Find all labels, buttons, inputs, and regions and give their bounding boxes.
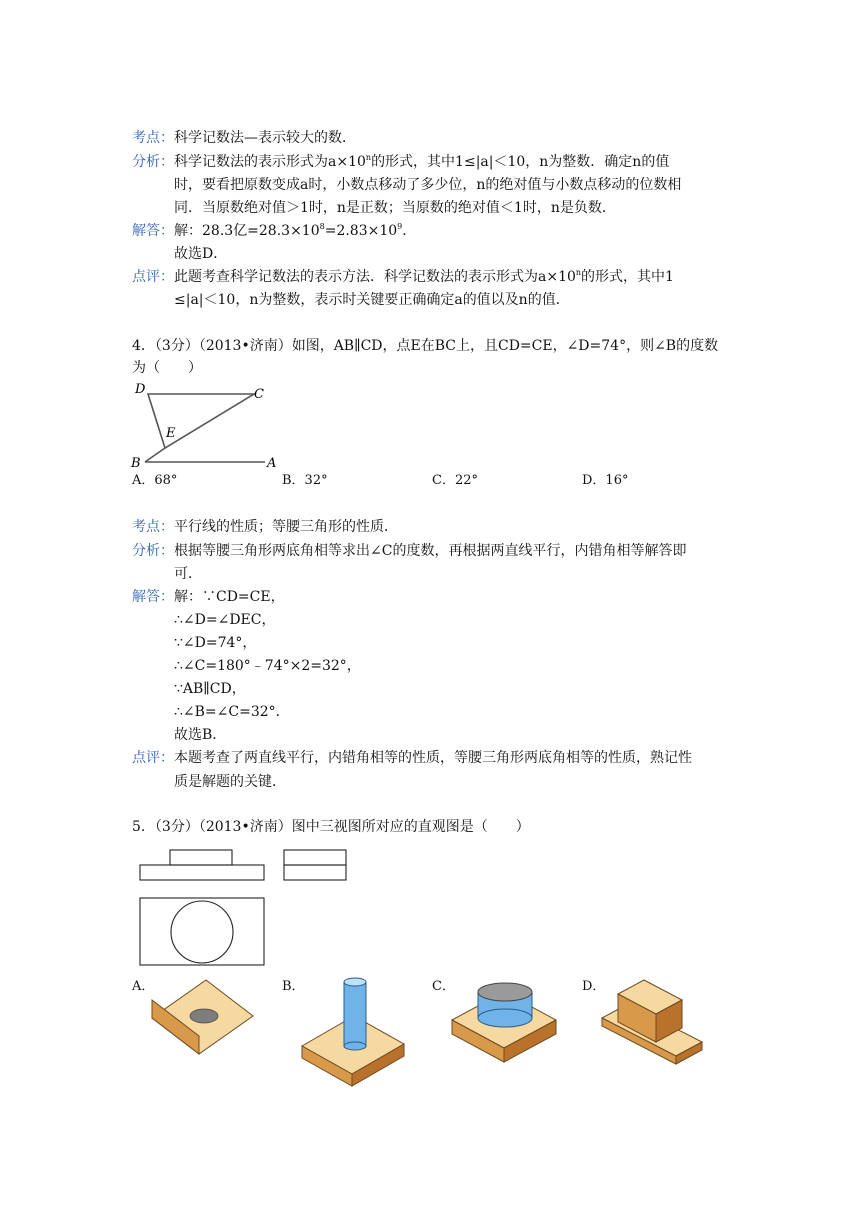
q5-option-a-figure [150,980,260,1055]
side-view-base [284,865,346,880]
kaodian-text: 科学记数法—表示较大的数． [174,130,356,146]
q4-option-d: D．16° [582,473,629,488]
q4-option-b: B．32° [282,473,328,488]
jieda-label: 解答： [132,589,174,605]
label-a: A [267,456,277,471]
dianping-text: ≤|a|＜10，n为整数，表示时关键要正确确定a的值以及n的值． [174,292,570,308]
dianping-text: 的形式，其中1 [581,269,674,285]
jieda-text: =2.83×10 [324,223,398,239]
label-d: D [135,382,146,397]
q4-stem: 为（ ） [132,360,202,376]
exponent: 8 [319,222,325,231]
dianping-text: 质是解题的关键． [174,774,286,790]
q5-option-d-figure [600,980,710,1068]
kaodian-label: 考点： [132,519,174,535]
label-b: B [131,456,141,471]
q4-stem: 4．（3分）（2013•济南）如图，AB∥CD，点E在BC上，且CD=CE，∠D=74°，则∠B的度数 [132,338,719,354]
q4-option-c: C．22° [432,473,478,488]
hole-icon [190,1009,218,1023]
jieda-text: ． [402,223,417,239]
front-view-base [140,865,264,880]
jieda-label: 解答： [132,223,174,239]
q4-dianping-row [132,748,692,768]
q4-jieda-row [132,587,285,607]
jieda-line: ∵AB∥CD， [174,681,246,697]
kaodian-text: 平行线的性质；等腰三角形的性质． [174,519,398,535]
fenxi-label: 分析： [132,154,174,170]
jieda-line: ∴∠B=∠C=32°． [174,704,290,720]
jieda-line: ∵∠D=74°， [174,635,257,651]
side-view-top [284,850,346,865]
jieda-line: 故选B． [174,727,227,743]
q4-kaodian-row [132,517,398,537]
q3-jieda-row [132,221,416,241]
fenxi-text: 根据等腰三角形两底角相等求出∠C的度数，再根据两直线平行，内错角相等解答即 [174,543,687,559]
fenxi-label: 分析： [132,543,174,559]
q3-fenxi-row [132,152,669,172]
dianping-label: 点评： [132,269,174,285]
dianping-text: 此题考查科学记数法的表示方法．科学记数法的表示形式为a×10 [174,269,576,285]
jieda-text: 解：28.3亿=28.3×10 [174,223,320,239]
q5-option-d-label: D． [582,979,606,994]
label-c: C [254,387,264,402]
segment-eb [145,448,165,462]
front-view-top [170,850,232,865]
kaodian-label: 考点： [132,130,174,146]
fenxi-text: 科学记数法的表示形式为a×10 [174,154,366,170]
q5-stem: 5．（3分）（2013•济南）图中三视图所对应的直观图是（ ） [132,819,530,835]
disk-top [478,983,532,1001]
fenxi-text: 同．当原数绝对值＞1时，n是正数；当原数的绝对值＜1时，n是负数． [174,200,616,216]
exponent: n [365,153,372,162]
exponent: 9 [397,222,403,231]
q3-kaodian-row [132,128,356,148]
q4-fenxi-row [132,541,686,561]
dianping-label: 点评： [132,750,174,766]
jieda-text: 故选D． [174,246,228,262]
top-view-circle [171,901,233,963]
q5-three-view-drawing [138,848,350,970]
cylinder-base [344,1042,366,1050]
q4-option-a: A．68° [132,473,178,488]
q5-option-c-figure [450,976,560,1068]
disk-base [478,1009,532,1027]
top-view-rect [140,898,264,965]
q5-option-b-label: B． [282,979,305,994]
jieda-line: ∴∠D=∠DEC， [174,612,276,628]
cylinder-body [344,982,366,1046]
q3-dianping-row [132,267,674,287]
cylinder-top [344,978,366,986]
q5-option-c-label: C． [432,979,455,994]
fenxi-text: 时，要看把原数变成a时，小数点移动了多少位，n的绝对值与小数点移动的位数相 [174,177,682,193]
label-e: E [166,426,176,441]
dianping-text: 本题考查了两直线平行，内错角相等的性质，等腰三角形两底角相等的性质，熟记性 [174,750,692,766]
triangle-dce [148,394,254,448]
fenxi-text: 可． [174,566,202,582]
jieda-line: ∴∠C=180°﹣74°×2=32°， [174,658,361,674]
q4-geometry-figure [128,380,278,475]
jieda-line: 解：∵CD=CE， [174,589,285,605]
fenxi-text: 的形式，其中1≤|a|＜10，n为整数．确定n的值 [371,154,670,170]
exponent: n [575,268,582,277]
q5-option-a-label: A． [132,979,155,994]
q5-option-b-figure [298,972,408,1090]
